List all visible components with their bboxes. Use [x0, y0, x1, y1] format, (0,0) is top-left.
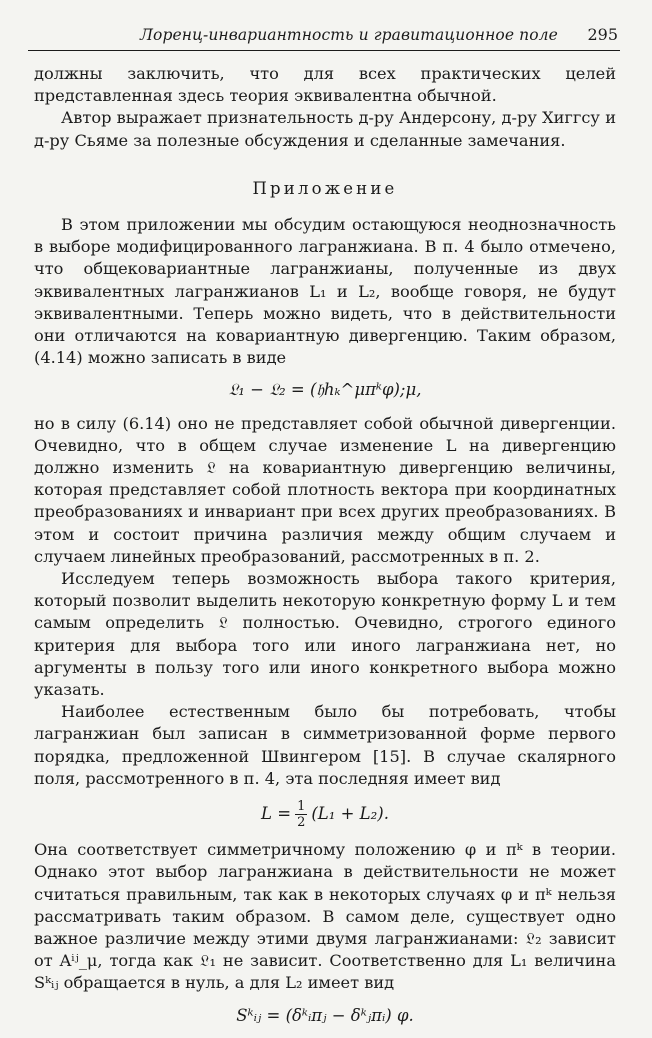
paragraph-acknowledgement: Автор выражает признательность д-ру Андерсону, д-ру Хиггсу и д-ру Сьяме за полезные обсуждения и сделанные замечания.	[34, 108, 616, 150]
fraction-denominator: 2	[297, 815, 306, 831]
paragraph-schwinger: Наиболее естественным было бы потребовать, чтобы лагранжиан был записан в симметризованной форме первого порядка, предложенной Швингером [15]. В случае скалярного поля, рассмотренного в п. 4, эта последняя имеет вид	[34, 702, 616, 788]
formula-symmetrized-lagrangian	[34, 799, 616, 830]
paragraph-1: должны заключить, что для всех практических целей представленная здесь теория эквивалентна обычной.	[34, 64, 616, 106]
running-head	[28, 22, 620, 51]
paragraph-divergence: но в силу (6.14) оно не представляет собой обычной дивергенции. Очевидно, что в общем случае изменение L на дивергенцию должно изменить 𝔏 на ковариантную дивергенцию величины, которая представляет собой плотность вектора при координатных преобразованиях и инвариант при всех других преобразованиях. В этом и состоит причина различия между общим случаем и случаем линейных преобразований, рассмотренных в п. 2.	[34, 413, 616, 566]
formula-s-tensor: Sᵏᵢⱼ = (δᵏᵢπⱼ − δᵏⱼπᵢ) φ.	[236, 1005, 414, 1025]
appendix-heading: Приложение	[252, 178, 398, 198]
formula-lagrangian-difference: 𝔏₁ − 𝔏₂ = (𝔥hₖ^μπᵏφ);μ,	[228, 380, 422, 400]
body-text	[34, 63, 616, 1038]
fraction-numerator: 1	[297, 799, 306, 815]
formula2-rhs: (L₁ + L₂).	[311, 804, 389, 824]
paragraph-criterion: Исследуем теперь возможность выбора такого критерия, который позволит выделить некоторую конкретную форму L и тем самым определить 𝔏 полностью. Очевидно, строгого единого критерия для выбора того или иного лагранжиана нет, но аргументы в пользу того или иного конкретного выбора можно указать.	[34, 569, 616, 700]
page-number: 295	[587, 25, 618, 44]
running-title: Лоренц-инвариантность и гравитационное поле	[140, 26, 558, 44]
formula2-lhs: L =	[261, 804, 292, 824]
paragraph-appendix-intro: В этом приложении мы обсудим остающуюся неоднозначность в выборе модифицированного лагранжиана. В п. 4 было отмечено, что общековариантные лагранжианы, полученные из двух эквивалентных лагранжианов L₁ и L₂, вообще говоря, не будут эквивалентными. Теперь можно видеть, что в действительности они отличаются на ковариантную дивергенцию. Таким образом, (4.14) можно записать в виде	[34, 215, 616, 368]
paragraph-symmetric-position: Она соответствует симметричному положению φ и πᵏ в теории. Однако этот выбор лагранжиана в действительности не может считаться правильным, так как в некоторых случаях φ и πᵏ нельзя рассматривать таким образом. В самом деле, существует одно важное различие между этими двумя лагранжианами: 𝔏₂ зависит от Aⁱʲ_μ, тогда как 𝔏₁ не зависит. Соответственно для L₁ величина Sᵏᵢⱼ обращается в нуль, а для L₂ имеет вид	[34, 840, 616, 993]
fraction-one-half	[295, 799, 307, 830]
